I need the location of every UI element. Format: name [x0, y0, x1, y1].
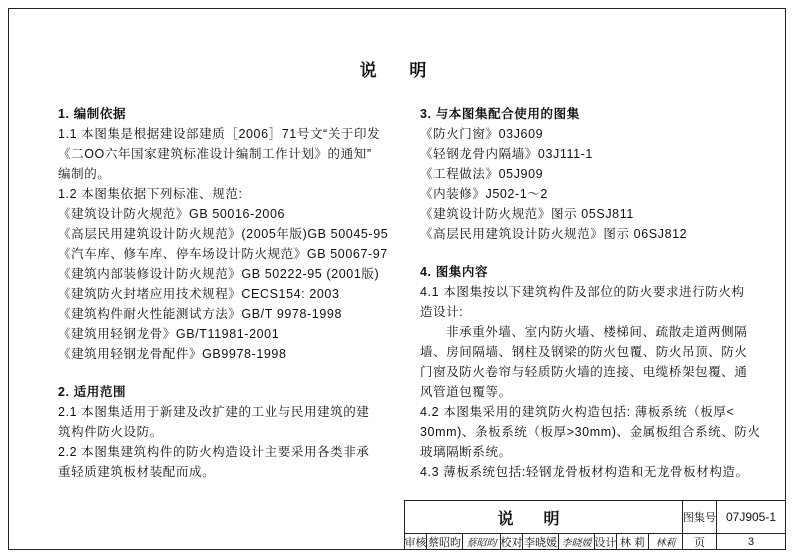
page-label: 页 [683, 534, 717, 550]
design-label: 设计 [595, 534, 617, 550]
title-block-name: 说明 [405, 501, 683, 534]
text-line: 4.1 本图集按以下建筑构件及部位的防火要求进行防火构 [420, 285, 745, 299]
section-3-heading: 3. 与本图集配合使用的图集 [420, 107, 580, 121]
text-line: 2.2 本图集建筑构件的防火构造设计主要采用各类非承 [58, 445, 370, 459]
text-line: 《汽车库、修车库、停车场设计防火规范》GB 50067-97 [58, 247, 388, 261]
right-column [420, 104, 782, 482]
section-2-body [58, 402, 403, 482]
text-line: 《建筑用轻钢龙骨》GB/T11981-2001 [58, 327, 280, 341]
atlas-number: 07J905-1 [717, 501, 786, 534]
section-4-body [420, 282, 782, 482]
text-line: 墙、房间隔墙、钢柱及钢梁的防火包覆、防火吊顶、防火 [420, 345, 748, 359]
section-3-body [420, 124, 782, 244]
text-line: 门窗及防火卷帘与轻质防火墙的连接、电缆桥架包覆、通 [420, 365, 748, 379]
page-number: 3 [717, 534, 786, 550]
text-line: 4.3 薄板系统包括:轻钢龙骨板材构造和无龙骨板材构造。 [420, 465, 749, 479]
text-line: 2.1 本图集适用于新建及改扩建的工业与民用建筑的建 [58, 405, 370, 419]
text-line: 30mm)、条板系统（板厚>30mm)、金属板组合系统、防火 [420, 425, 761, 439]
text-line: 《内装修》J502-1～2 [420, 187, 548, 201]
left-column [58, 104, 403, 482]
text-line: 《二OO六年国家建筑标准设计编制工作计划》的通知” [58, 147, 372, 161]
text-line: 重轻质建筑板材装配而成。 [58, 465, 216, 479]
text-line: 1.2 本图集依据下列标准、规范: [58, 187, 243, 201]
text-line: 《建筑内部装修设计防火规范》GB 50222-95 (2001版) [58, 267, 380, 281]
text-line: 《工程做法》05J909 [420, 167, 544, 181]
checker-signature: 李晓媛 [559, 534, 595, 550]
atlas-number-label: 图集号 [683, 501, 717, 534]
text-line: 1.1 本图集是根据建设部建质［2006］71号文“关于印发 [58, 127, 381, 141]
designer-name: 林 莉 [617, 534, 649, 550]
section-1-heading: 1. 编制依据 [58, 107, 127, 121]
check-label: 校对 [501, 534, 523, 550]
text-line: 筑构件防火设防。 [58, 425, 163, 439]
page-title: 说 明 [359, 61, 441, 80]
text-line: 造设计: [420, 305, 464, 319]
text-line: 《高层民用建筑设计防火规范》图示 06SJ812 [420, 227, 688, 241]
text-line: 非承重外墙、室内防火墙、楼梯间、疏散走道两侧隔 [446, 325, 748, 339]
text-line: 《防火门窗》03J609 [420, 127, 544, 141]
text-line: 风管道包覆等。 [420, 385, 512, 399]
text-line: 《建筑防火封堵应用技术规程》CECS154: 2003 [58, 287, 340, 301]
text-line: 玻璃隔断系统。 [420, 445, 512, 459]
section-1-body [58, 124, 403, 364]
text-line: 编制的。 [58, 167, 111, 181]
text-line: 4.2 本图集采用的建筑防火构造包括: 薄板系统（板厚< [420, 405, 735, 419]
designer-signature: 林莉 [649, 534, 683, 550]
title-block [404, 500, 786, 550]
text-line: 《建筑用轻钢龙骨配件》GB9978-1998 [58, 347, 287, 361]
review-label: 审核 [405, 534, 427, 550]
text-line: 《轻钢龙骨内隔墙》03J111-1 [420, 147, 593, 161]
section-2-heading: 2. 适用范围 [58, 385, 127, 399]
text-line: 《高层民用建筑设计防火规范》(2005年版)GB 50045-95 [58, 227, 389, 241]
text-line: 《建筑构件耐火性能测试方法》GB/T 9978-1998 [58, 307, 342, 321]
reviewer-signature: 蔡昭昀 [463, 534, 501, 550]
section-4-heading: 4. 图集内容 [420, 265, 489, 279]
text-line: 《建筑设计防火规范》图示 05SJ811 [420, 207, 634, 221]
reviewer-name: 蔡昭昀 [427, 534, 463, 550]
text-line: 《建筑设计防火规范》GB 50016-2006 [58, 207, 286, 221]
checker-name: 李晓媛 [523, 534, 559, 550]
